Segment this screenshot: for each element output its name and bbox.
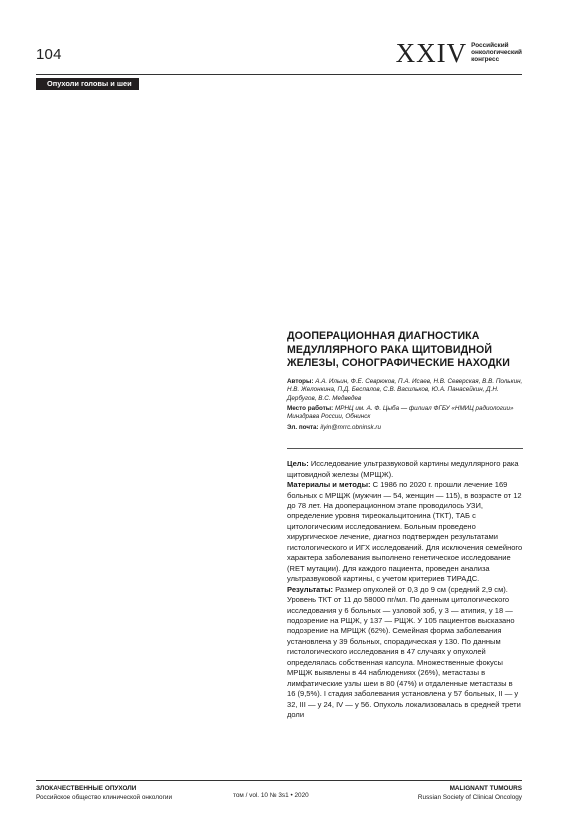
abstract-methods: [287, 480, 523, 585]
header-divider: [36, 74, 522, 75]
footer-society-ru: Российское общество клинической онкологии: [36, 793, 173, 801]
authors-list: А.А. Ильин, Ф.Е. Севрюков, П.А. Исаев, Н.В. Северская, В.В. Полькин, Н.В. Желонкина, П.Д. Беспалов, С.В. Васильков, Ю.А. Панасейкин, Д.Н. Дербугов, В.С. Медведев: [287, 377, 523, 402]
email-label: Эл. почта:: [287, 423, 319, 431]
congress-name-line: онкологический: [471, 49, 522, 56]
abstract-results: [287, 585, 523, 721]
congress-logo: [396, 40, 522, 66]
title-line: ДООПЕРАЦИОННАЯ ДИАГНОСТИКА: [287, 330, 480, 342]
abstract: [287, 459, 523, 720]
workplace-line: [287, 405, 523, 422]
footer-volume: том / vol. 10 № 3s1 • 2020: [233, 792, 309, 799]
footer-journal-en: [418, 785, 522, 802]
results-label: Результаты:: [287, 584, 334, 594]
footer-divider: [36, 780, 522, 781]
congress-name-line: Российский: [471, 42, 509, 49]
article-title: [287, 330, 523, 371]
congress-name: [471, 42, 522, 63]
results-text: Размер опухолей от 0,3 до 9 см (средний 2,9 см). Уровень ТКТ от 11 до 58000 пг/мл. По данным цитологического исследования у 6 больных — узловой зоб, у 3 — атипия, у 18 — подозрение на РЩЖ, у 137 — РЩЖ. У 105 пациентов высказано подозрение на МРЩЖ (62%). Семейная форма заболевания установлена у 39 больных, спорадическая у 130. По данным гистологического исследования в 47 случаях у опухолей определялась собственная капсула. Множественные фокусы МРЩЖ выявлены в 44 наблюдениях (26%), метастазы в лимфатические узлы шеи в 80 (47%) и отдаленные метастазы в 16 (9,5%). I стадия заболевания установлена у 57 больных, II — у 32, III — у 24, IV — у 56. Опухоль локализовалась в средней трети доли: [287, 584, 521, 720]
methods-text: С 1986 по 2020 г. прошли лечение 169 больных с МРЩЖ (мужчин — 54, женщин — 115), в возрасте от 12 до 78 лет. На дооперационном этапе проводилось УЗИ, определение уровня тиреокальцитонина (ТКТ), ТАБ с цитологическим исследованием. Больным проведено хирургическое лечение, диагноз подтвержден результатами гистологического и ИГХ исследований. Для исключения семейного характера заболевания выполнено генетическое исследование (RET мутации). Для каждого пациента, проведен анализа ультразвуковой картины, с учетом критериев ТИРАДС.: [287, 480, 523, 584]
footer-journal-title-ru: ЗЛОКАЧЕСТВЕННЫЕ ОПУХОЛИ: [36, 785, 137, 792]
methods-label: Материалы и методы:: [287, 480, 371, 490]
article-meta: [287, 378, 523, 432]
workplace-label: Место работы:: [287, 405, 334, 412]
goal-label: Цель:: [287, 459, 309, 469]
authors-label: Авторы:: [287, 377, 314, 385]
authors-line: [287, 378, 523, 403]
footer-society-en: Russian Society of Clinical Oncology: [417, 793, 522, 801]
meta-divider: [287, 448, 523, 449]
workplace-text: МРНЦ им. А. Ф. Цыба — филиал ФГБУ «НМИЦ радиологии» Минздрава России, Обнинск: [287, 405, 514, 421]
page-number: 104: [36, 46, 62, 63]
email-line: [287, 424, 523, 432]
congress-name-line: конгресс: [471, 56, 500, 63]
article: [287, 330, 523, 721]
email-address: ilyin@mrrc.obninsk.ru: [320, 423, 382, 431]
abstract-goal: [287, 459, 523, 480]
section-tag: Опухоли головы и шеи: [36, 78, 139, 90]
footer-journal-ru: [36, 785, 172, 802]
footer-journal-title-en: MALIGNANT TUMOURS: [449, 785, 522, 792]
goal-text: Исследование ультразвуковой картины медуллярного рака щитовидной железы (МРЩЖ).: [287, 459, 519, 479]
title-line: МЕДУЛЛЯРНОГО РАКА ЩИТОВИДНОЙ: [287, 343, 493, 356]
title-line: ЖЕЛЕЗЫ, СОНОГРАФИЧЕСКИЕ НАХОДКИ: [287, 357, 510, 370]
congress-roman-numeral: XXIV: [395, 38, 468, 68]
